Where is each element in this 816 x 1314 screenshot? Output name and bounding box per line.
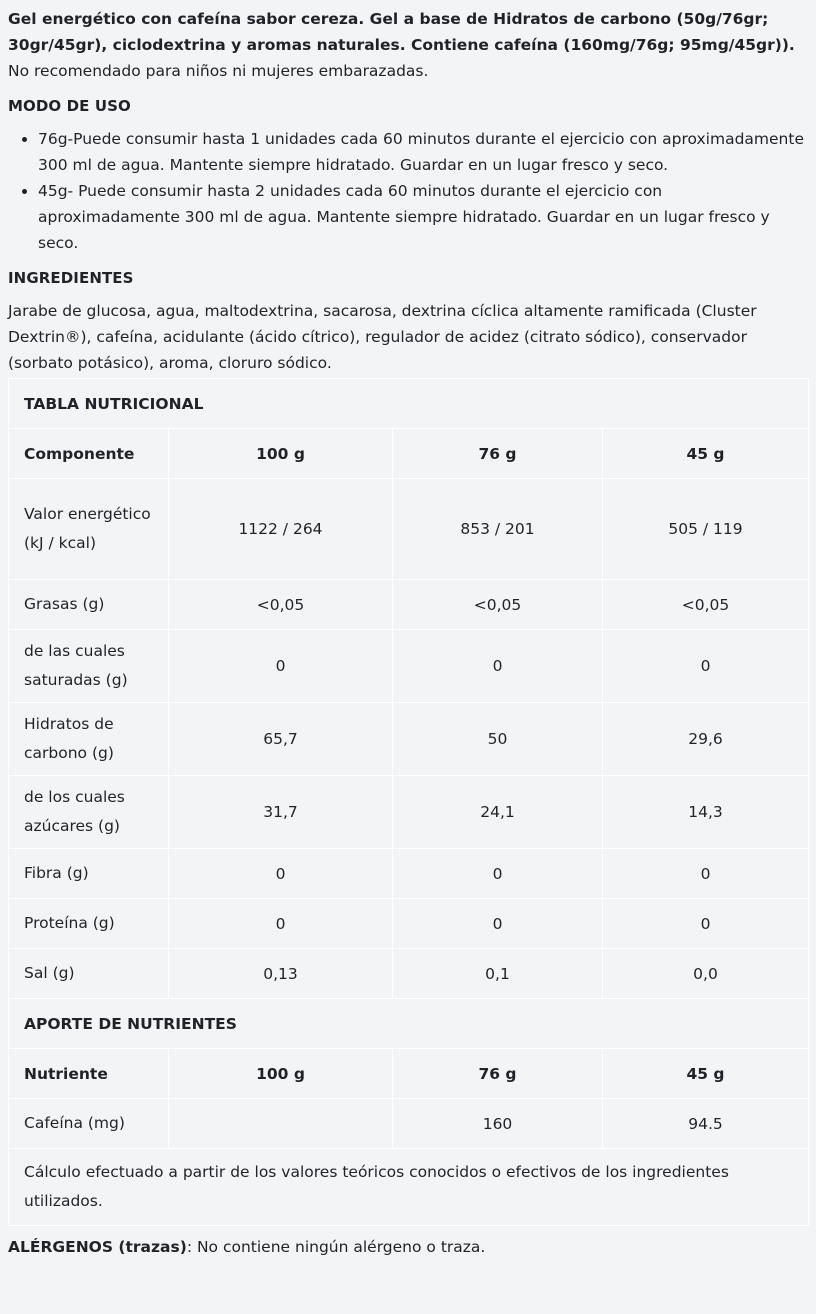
usage-title: MODO DE USO <box>8 97 131 115</box>
nutrition-table-title-row <box>9 379 809 429</box>
table-row <box>9 580 809 630</box>
table-note: Cálculo efectuado a partir de los valores teóricos conocidos o efectivos de los ingredientes utilizados. <box>9 1149 809 1226</box>
table-header-row <box>9 1049 809 1099</box>
table-cell: 0 <box>393 630 603 703</box>
column-header: 100 g <box>169 429 393 479</box>
table-cell <box>169 1099 393 1149</box>
intro-paragraph <box>8 0 808 84</box>
table-cell: 65,7 <box>169 703 393 776</box>
allergens-label: ALÉRGENOS (trazas) <box>8 1238 187 1256</box>
column-header: 76 g <box>393 1049 603 1099</box>
row-label: de las cuales saturadas (g) <box>9 630 169 703</box>
column-header: 45 g <box>603 429 809 479</box>
table-cell: 0 <box>603 899 809 949</box>
intro-bold: Gel energético con cafeína sabor cereza. Gel a base de Hidratos de carbono (50g/76gr; 30gr/45gr), ciclodextrina y aromas naturales. Contiene cafeína (160mg/76g; 95mg/45gr)). <box>8 10 795 54</box>
row-label: Proteína (g) <box>9 899 169 949</box>
row-label: Valor energético (kJ / kcal) <box>9 479 169 580</box>
nutrition-table <box>8 378 809 1226</box>
table-cell: 160 <box>393 1099 603 1149</box>
table-row <box>9 849 809 899</box>
table-cell: 50 <box>393 703 603 776</box>
table-row <box>9 1099 809 1149</box>
column-header: 76 g <box>393 429 603 479</box>
table-row <box>9 899 809 949</box>
ingredients-title: INGREDIENTES <box>8 269 134 287</box>
table-cell: 505 / 119 <box>603 479 809 580</box>
column-header: 45 g <box>603 1049 809 1099</box>
table-cell: 0,13 <box>169 949 393 999</box>
row-label: de los cuales azúcares (g) <box>9 776 169 849</box>
allergens-text: : No contiene ningún alérgeno o traza. <box>186 1238 486 1256</box>
table-cell: 29,6 <box>603 703 809 776</box>
table-cell: 0 <box>169 899 393 949</box>
intro-plain: No recomendado para niños ni mujeres embarazadas. <box>8 62 429 80</box>
table-cell: 853 / 201 <box>393 479 603 580</box>
table-row <box>9 776 809 849</box>
table-cell: <0,05 <box>169 580 393 630</box>
table-cell: <0,05 <box>393 580 603 630</box>
row-label: Sal (g) <box>9 949 169 999</box>
table-cell: <0,05 <box>603 580 809 630</box>
table-row <box>9 479 809 580</box>
table-cell: 1122 / 264 <box>169 479 393 580</box>
row-label: Grasas (g) <box>9 580 169 630</box>
table-row <box>9 630 809 703</box>
table-cell: 94.5 <box>603 1099 809 1149</box>
nutrient-contribution-title: APORTE DE NUTRIENTES <box>9 999 809 1049</box>
table-cell: 0,1 <box>393 949 603 999</box>
list-item: • 45g- Puede consumir hasta 2 unidades cada 60 minutos durante el ejercicio con aproximadamente 300 ml de agua. Mantente siempre hidratado. Guardar en un lugar fresco y seco. <box>38 178 808 256</box>
table-header-row <box>9 429 809 479</box>
column-header: Componente <box>9 429 169 479</box>
table-cell: 0 <box>603 849 809 899</box>
table-cell: 0 <box>393 849 603 899</box>
table-cell: 0 <box>169 849 393 899</box>
table-row <box>9 703 809 776</box>
table-cell: 31,7 <box>169 776 393 849</box>
column-header: 100 g <box>169 1049 393 1099</box>
table-note-row <box>9 1149 809 1226</box>
table-cell: 24,1 <box>393 776 603 849</box>
table-cell: 0 <box>169 630 393 703</box>
usage-list <box>8 126 808 256</box>
nutrition-table-title: TABLA NUTRICIONAL <box>9 379 809 429</box>
list-item: • 76g-Puede consumir hasta 1 unidades cada 60 minutos durante el ejercicio con aproximadamente 300 ml de agua. Mantente siempre hidratado. Guardar en un lugar fresco y seco. <box>38 126 808 178</box>
table-cell: 0 <box>393 899 603 949</box>
row-label: Fibra (g) <box>9 849 169 899</box>
allergens-line <box>8 1234 808 1260</box>
table-row <box>9 949 809 999</box>
row-label: Hidratos de carbono (g) <box>9 703 169 776</box>
nutrient-contribution-title-row <box>9 999 809 1049</box>
row-label: Cafeína (mg) <box>9 1099 169 1149</box>
column-header: Nutriente <box>9 1049 169 1099</box>
table-cell: 14,3 <box>603 776 809 849</box>
ingredients-text: Jarabe de glucosa, agua, maltodextrina, sacarosa, dextrina cíclica altamente ramificada (Cluster Dextrin®), cafeína, acidulante (ácido cítrico), regulador de acidez (citrato sódico), conservador (sorbato potásico), aroma, cloruro sódico. <box>8 302 757 372</box>
table-cell: 0 <box>603 630 809 703</box>
table-cell: 0,0 <box>603 949 809 999</box>
